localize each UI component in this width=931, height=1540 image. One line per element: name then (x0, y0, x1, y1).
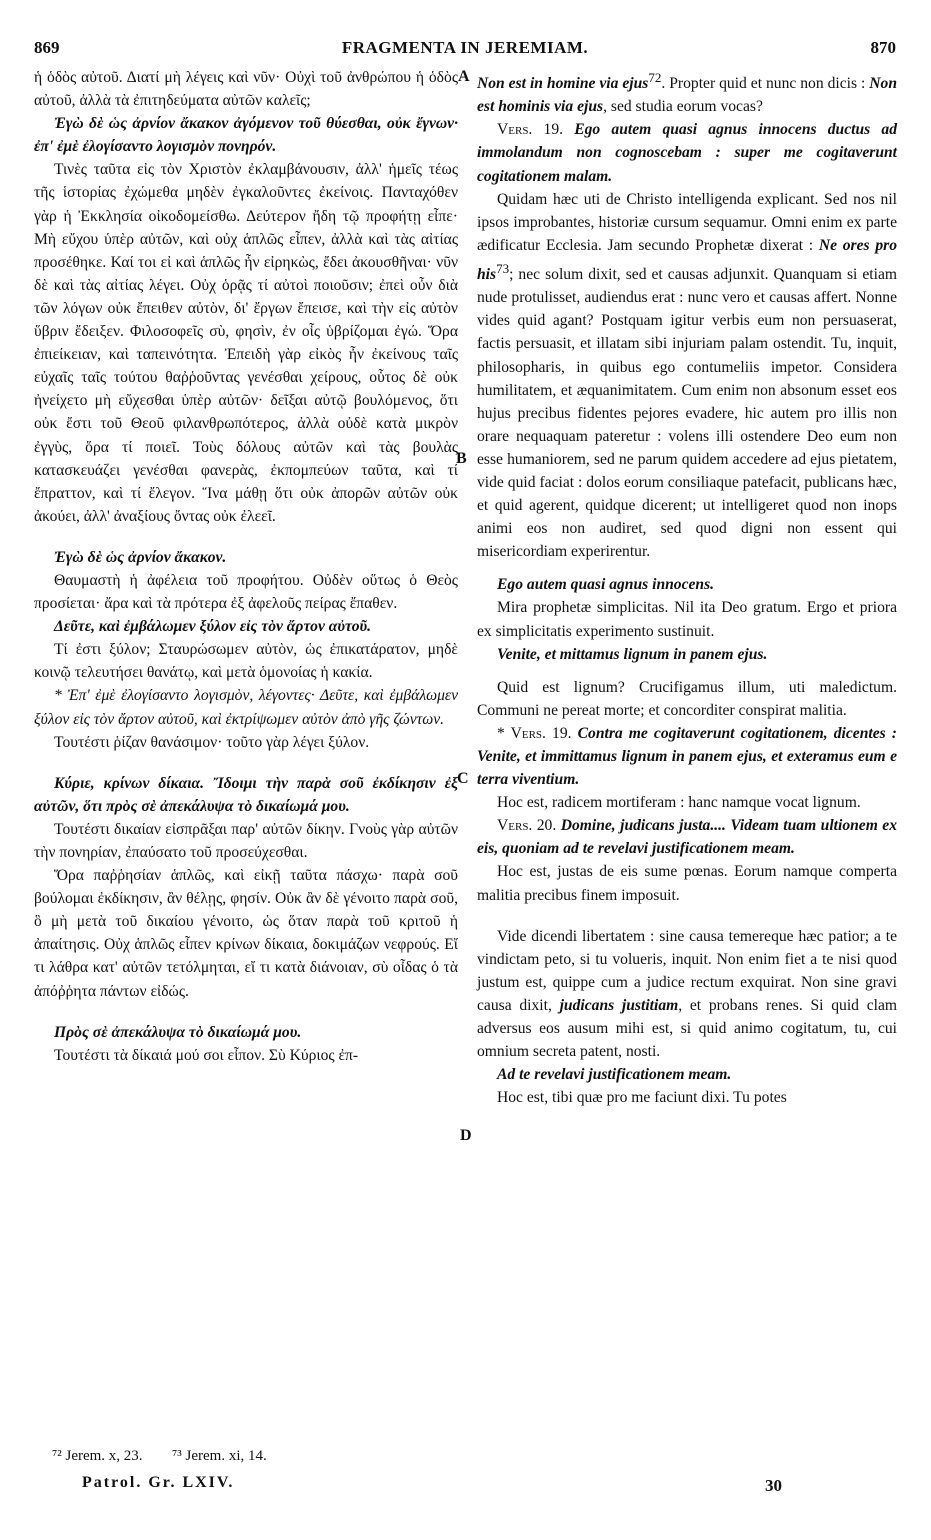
latin-paragraph: Vide dicendi libertatem : sine causa temereque hæc patior; a te vindictam peto, si tu volueris, inquit. Non enim fiet a te nisi quod justum est, quippe cum a judice rectum exquirat. Non sine gravi causa dixit, judicans justitiam, et probans renes. Si quid clam adversus eos ausum mihi est, si quid animo cogitatum, tu, cui omnium secreta patent, nosti. (477, 927, 897, 1061)
footnote-72: ⁷² Jerem. x, 23. (52, 1448, 143, 1464)
greek-lemma: * Ἐπ' ἐμὲ ἐλογίσαντο λογισμὸν, λέγοντες· Δεῦτε, καὶ ἐμβάλωμεν ξύλον εἰς τὸν ἄρτον αὐτοῦ, καὶ ἐκτρίψωμεν αὐτὸν ἀπὸ γῆς ζώντων. (34, 687, 458, 728)
footnote-ref: 73 (496, 260, 510, 276)
greek-lemma: Δεῦτε, καὶ ἐμβάλωμεν ξύλον εἰς τὸν ἄρτον αὐτοῦ. (54, 618, 372, 636)
latin-lemma: * Vers. 19. Contra me cogitaverunt cogitationem, dicentes : Venite, et immittamus lignum in panem ejus, et exteramus eum e terra viventium. (477, 724, 897, 789)
latin-lemma: Ego autem quasi agnus innocens. (497, 576, 715, 594)
latin-paragraph: Quidam hæc uti de Christo intelligenda explicant. Sed nos nil ipsos improbantes, historiæ cursum sequamur. Omni enim ex parte ædificatur Ecclesia. Jam secundo Prophetæ dixerat : Ne ores pro his$^{73}$; nec solum dixit, sed et causas adjunxit. Quanquam si etiam nude protulisset, audiendus erat : nunc vero et causas affert. Nonne vides quid agant? Postquam igitur verbis eum non persuaserat, factis persuasit, et illatam sibi injuriam palam ostendit. Tu, inquit, philosopharis, in quibus ego contumeliis impetor. Considera humilitatem, et æquanimitatem. Cum enim non absonum esset eos hujus precibus fidentes pejores evadere, hic autem pro illis non orare nequaquam pateretur : volens illi ostendere Deo eum non esse humaniorem, sed ne parum quidem accedere ad ejus pietatem, vide quid faciat : dolos eorum consiliaque patefacit, publicans hæc, et quid agerent, quidque dicerent; ut intelligeret quod non inops animi eos non audiret, sed quod digni non essent qui misericordiam experirentur. (477, 190, 897, 561)
greek-paragraph: Τουτέστι τὰ δίκαιά μού σοι εἶπον. Σὺ Κύριος ἐπ- (54, 1046, 359, 1064)
greek-lemma: Ἐγὼ δὲ ὡς ἀρνίον ἄκακον. (54, 548, 227, 566)
verse-label: * Vers. 19. (497, 724, 572, 742)
right-column-number: 870 (870, 38, 896, 57)
section-marker-d: D (460, 1127, 472, 1144)
latin-paragraph: Mira prophetæ simplicitas. Nil ita Deo gratum. Ergo et priora ex simplicitatis experimento sustinuit. (477, 599, 897, 640)
footnote-ref: 72 (648, 70, 662, 85)
page-number: 30 (765, 1476, 782, 1495)
volume-signature: Patrol. Gr. LXIV. (82, 1474, 235, 1491)
greek-paragraph: Τουτέστι δικαίαν εἰσπρᾶξαι παρ' αὐτῶν δίκην. Γνοὺς γὰρ αὐτῶν τὴν πονηρίαν, ἐπαύσατο τοῦ προσεύχεσθαι. (34, 820, 458, 861)
latin-lemma: Venite, et mittamus lignum in panem ejus. (497, 645, 768, 663)
latin-lemma: Vers. 20. Domine, judicans justa.... Videam tuam ultionem ex eis, quoniam ad te revelavi justificationem meam. (477, 817, 897, 858)
greek-paragraph: Τουτέστι ῥίζαν θανάσιμον· τοῦτο γὰρ λέγει ξύλον. (54, 733, 370, 751)
greek-column (34, 66, 458, 1067)
greek-paragraph: ἡ ὁδὸς αὐτοῦ. Διατί μὴ λέγεις καὶ νῦν· Οὐχὶ τοῦ ἀνθρώπου ἡ ὁδὸς αὐτοῦ, ἀλλὰ τὰ ἐπιτηδεύματα αὐτῶν καλεῖς; (34, 69, 458, 110)
verse-label: Vers. 19. (497, 121, 564, 139)
greek-paragraph: Θαυμαστὴ ἡ ἀφέλεια τοῦ προφήτου. Οὐδὲν οὕτως ὁ Θεὸς προσίεται· ἄρα καὶ τὰ πρότερα ἐξ ἀφελοῦς πείρας ἔπαθεν. (34, 571, 458, 613)
latin-lemma: Vers. 19. Ego autem quasi agnus innocens ductus ad immolandum non cognoscebam : super me cogitaverunt cogitationem malam. (477, 121, 897, 185)
greek-paragraph: Ὅρα παῤῥησίαν ἁπλῶς, καὶ εἰκῇ ταῦτα πάσχω· παρὰ σοῦ βούλομαι ἐκδίκησιν, ἂν θέλῃς, φησίν. Οὐκ ἂν δὲ γένοιτο παρὰ σοῦ, ὃ μὴ μετὰ τοῦ δικαίου γένοιτο, ὡς ὅταν παρὰ τοῦ κριτοῦ ἡ ἀπαίτησις. Οὐχ ἁπλῶς εἶπεν κρίνων δίκαια, δοκιμάζων νεφρούς. Εἴ τι λάθρα κατ' αὐτῶν τετόλμηται, εἴ τι κατὰ διάνοιαν, σὺ οἶδας ὁ τὰ ἀπόῤῥητα πάντων εἰδώς. (34, 867, 458, 1000)
section-marker-b: B (456, 450, 467, 467)
greek-paragraph: Τί ἐστι ξύλον; Σταυρώσωμεν αὐτὸν, ὡς ἐπικατάρατον, μηδὲ κοινῷ τελευτήσει θανάτῳ, καὶ μετὰ ὁμονοίας ἡ κακία. (34, 641, 458, 682)
footnotes (52, 1448, 267, 1465)
latin-paragraph: Quid est lignum? Crucifigamus illum, uti maledictum. Communi ne pereat morte; et concorditer conspirat malitia. (477, 678, 897, 719)
latin-paragraph: Hoc est, justas de eis sume pœnas. Eorum namque comperta malitia precibus finem imposuit. (477, 863, 897, 904)
verse-label: Vers. 20. (497, 817, 557, 835)
section-marker-a: A (458, 68, 470, 85)
latin-lemma: Ad te revelavi justificationem meam. (497, 1066, 732, 1084)
latin-column (477, 66, 897, 1109)
running-title: FRAGMENTA IN JEREMIAM. (341, 38, 589, 57)
left-column-number: 869 (34, 38, 60, 57)
greek-lemma: Ἐγὼ δὲ ὡς ἀρνίον ἄκακον ἀγόμενον τοῦ θύεσθαι, οὐκ ἔγνων· ἐπ' ἐμὲ ἐλογίσαντο λογισμὸν πονηρόν. (34, 115, 458, 156)
greek-paragraph: Τινὲς ταῦτα εἰς τὸν Χριστὸν ἐκλαμβάνουσιν, ἀλλ' ἡμεῖς τέως τῆς ἱστορίας ἐχώμεθα μηδὲν ἐγκαλοῦντες ἐκείνοις. Πανταχόθεν γὰρ ἡ Ἐκκλησία οἰκοδομείσθω. Δεύτερον ἤδη τῷ προφήτῃ εἶπε· Μὴ εὔχου ὑπὲρ αὐτῶν, καὶ οὐχ ἁπλῶς εἶπεν, ἀλλὰ καὶ τὰς αἰτίας προσέθηκε. Καί τοι εἰ καὶ ἁπλῶς ἦν εἰρηκὼς, ἔδει ἀκουσθῆναι· νῦν δὲ καὶ τὰς αἰτίας λέγει. Οὐχ ὁρᾷς τί αὐτοὶ ποιοῦσιν; ἐπεὶ οὖν διὰ τῶν λόγων οὐκ ἔπειθεν αὐτὸν, δι' ἔργων ἔπεισε, καὶ τὴν εἰς αὐτὸν ὕβριν ἔδειξεν. Φιλοσοφεῖς σὺ, φησὶν, ἐν οἷς ὑβρίζομαι ἐγώ. Ὅρα ἐπιείκειαν, καὶ ταπεινότητα. Ἐπειδὴ γὰρ εἰκὸς ἦν ἐκείνους ταῖς εὐχαῖς ταῖς τούτου θαῤῥοῦντας γενέσθαι χείρους, οὗτος δὲ οὐκ ἠνείχετο μὴ εὔχεσθαι ὑπὲρ αὐτῶν· δεῖξαι αὐτῷ βουλόμενος, ὅτι οὐκ ἔστι τοῦ Θεοῦ φιλανθρωπότερος, ἀλλὰ οὐδὲ κατὰ μικρὸν ἐγγὺς, ὅρα τί ποιεῖ. Τοὺς δόλους αὐτῶν καὶ τὰς βουλὰς κατασκευάζει γενέσθαι φανερὰς, ἐκπομπεύων ταῦτα, καὶ τί ἔπραττον, καὶ τί ἔλεγον. Ἵνα μάθῃ ὅτι οὐκ ἀπορῶν αὐτῶν οὐκ ἀκούει, ἀλλ' ἀναξίους ὄντας οὐκ ἐλεεῖ. (34, 161, 458, 525)
page-header (34, 38, 896, 62)
footnote-73: ⁷³ Jerem. xi, 14. (172, 1448, 267, 1464)
section-marker-c: C (457, 770, 469, 787)
latin-paragraph: Non est in homine via ejus$^{72}$. Propter quid et nunc non dicis : Non est hominis via ejus, sed studia eorum vocas? (477, 70, 897, 116)
greek-lemma: Κύριε, κρίνων δίκαια. Ἴδοιμι τὴν παρὰ σοῦ ἐκδίκησιν ἐξ αὐτῶν, ὅτι πρὸς σὲ ἀπεκάλυψα τὸ δικαίωμά μου. (34, 774, 458, 815)
latin-paragraph: Hoc est, radicem mortiferam : hanc namque vocat lignum. (497, 794, 861, 812)
latin-paragraph: Hoc est, tibi quæ pro me faciunt dixi. Tu potes (497, 1089, 787, 1107)
greek-lemma: Πρὸς σὲ ἀπεκάλυψα τὸ δικαίωμά μου. (54, 1023, 302, 1041)
